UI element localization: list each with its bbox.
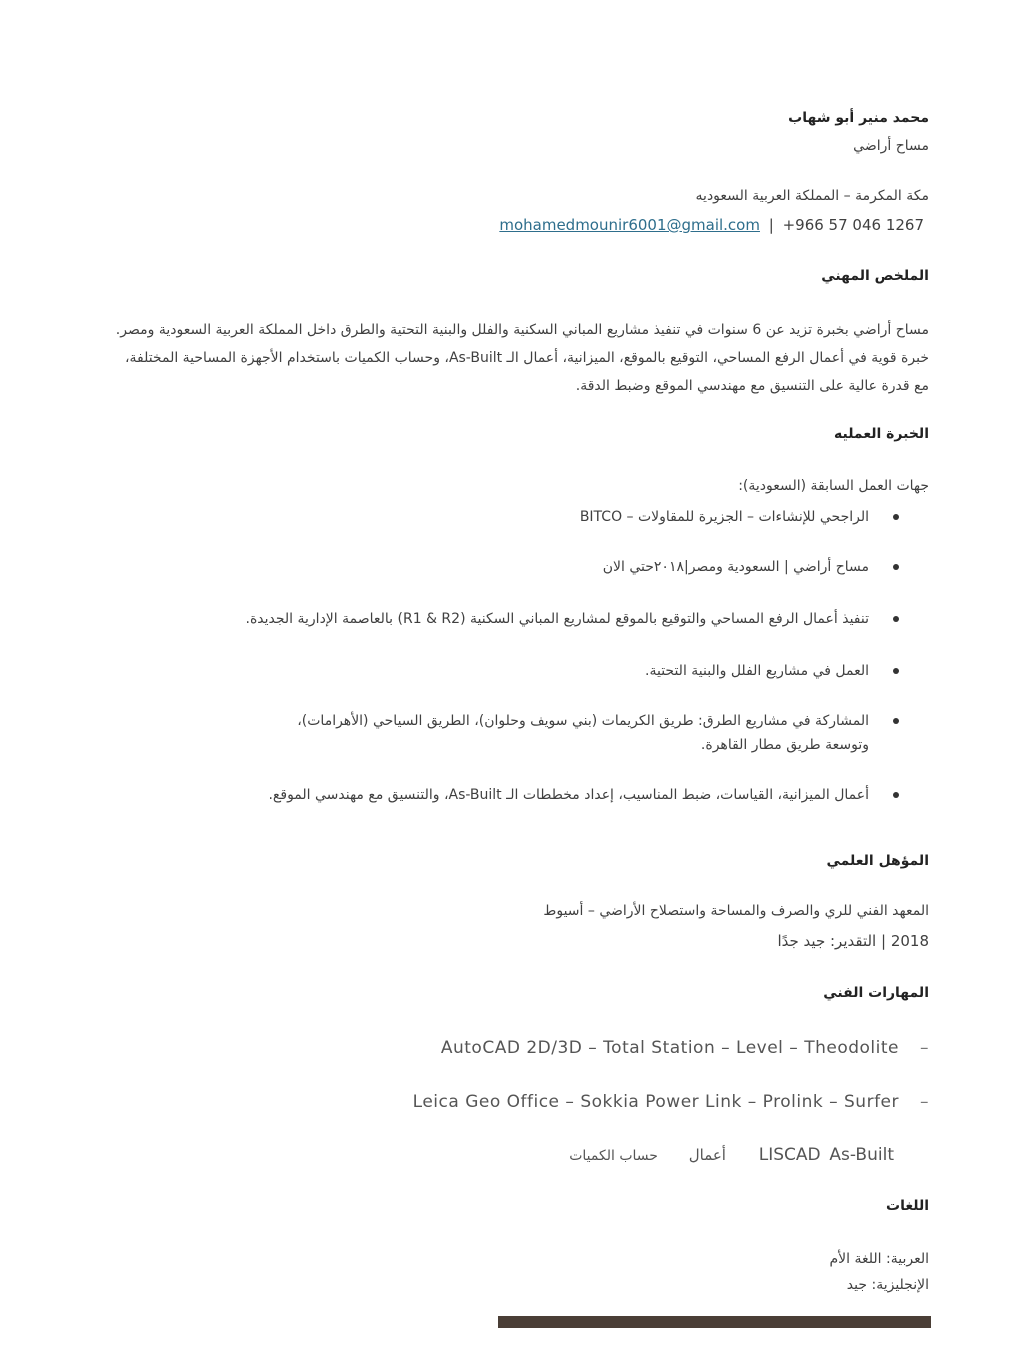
experience-heading: الخبرة العمليه xyxy=(834,426,929,442)
bullet-icon xyxy=(893,564,899,570)
skill-asbuilt-word: أعمال xyxy=(688,1146,726,1164)
skill-quantities: حساب الكميات xyxy=(569,1148,658,1164)
education-year-grade: 2018 | التقدير: جيد جدًا xyxy=(777,932,929,950)
language-arabic: العربية: اللغة الأم xyxy=(829,1251,929,1267)
bullet-icon xyxy=(893,792,899,798)
summary-heading: الملخص المهني xyxy=(821,268,929,284)
language-english: الإنجليزية: جيد xyxy=(846,1277,929,1293)
bullet-icon xyxy=(893,668,899,674)
person-title: مساح أراضي xyxy=(853,138,929,154)
list-item: المشاركة في مشاريع الطرق: طريق الكريمات (بني سويف وحلوان)، الطريق السياحي (الأهرامات)، وتوسعة طريق مطار القاهرة. xyxy=(109,709,929,757)
skills-line-1: AutoCAD 2D/3D – Total Station – Level – Theodolite – xyxy=(440,1038,929,1058)
experience-list xyxy=(109,505,929,807)
dash-icon: – xyxy=(920,1038,929,1058)
bullet-icon xyxy=(893,514,899,520)
skills-line-3 xyxy=(551,1145,894,1165)
list-item: تنفيذ أعمال الرفع المساحي والتوقيع بالموقع لمشاريع المباني السكنية (R1 & R2) بالعاصمة الإدارية الجديدة. xyxy=(109,607,929,631)
skill-asbuilt: As-Built xyxy=(829,1145,894,1165)
education-heading: المؤهل العلمي xyxy=(826,853,929,869)
list-item: مساح أراضي | السعودية ومصر|٢٠١٨حتي الان xyxy=(109,555,929,579)
person-name: محمد منير أبو شهاب xyxy=(788,110,929,126)
education-institute: المعهد الفني للري والصرف والمساحة واستصلاح الأراضي – أسيوط xyxy=(543,903,929,919)
list-item: العمل في مشاريع الفلل والبنية التحتية. xyxy=(109,659,929,683)
summary-text: مساح أراضي بخبرة تزيد عن 6 سنوات في تنفيذ مشاريع المباني السكنية والفلل والبنية التحتية والطرق داخل المملكة العربية السعودية ومصر. خبرة قوية في أعمال الرفع المساحي، التوقيع بالموقع، الميزانية، أعمال الـ As-Built، وحساب الكميات باستخدام الأجهزة المساحية المختلفة، مع قدرة عالية على التنسيق مع مهندسي الموقع وضبط الدقة. xyxy=(115,322,929,394)
location: مكة المكرمة – المملكة العربية السعوديه xyxy=(695,188,929,204)
list-item: الراجحي للإنشاءات – الجزيرة للمقاولات – BITCO xyxy=(109,505,929,529)
phone-number: +966 57 046 1267 xyxy=(782,216,924,234)
experience-intro: جهات العمل السابقة (السعودية): xyxy=(738,478,929,494)
footer-bar xyxy=(498,1316,931,1328)
list-item: أعمال الميزانية، القياسات، ضبط المناسيب، إعداد مخططات الـ As-Built، والتنسيق مع مهندسي الموقع. xyxy=(109,783,929,807)
skill-liscad: LISCAD xyxy=(758,1145,821,1165)
skills-heading: المهارات الفني xyxy=(823,985,929,1001)
dash-icon: – xyxy=(920,1092,929,1112)
bullet-icon xyxy=(893,616,899,622)
skills-line-2: Leica Geo Office – Sokkia Power Link – Prolink – Surfer – xyxy=(412,1092,929,1112)
bullet-icon xyxy=(893,718,899,724)
contact-separator: | xyxy=(768,216,774,234)
contact-line xyxy=(499,216,924,234)
email-link[interactable]: mohamedmounir6001@gmail.com xyxy=(499,216,760,234)
languages-heading: اللغات xyxy=(886,1198,929,1214)
